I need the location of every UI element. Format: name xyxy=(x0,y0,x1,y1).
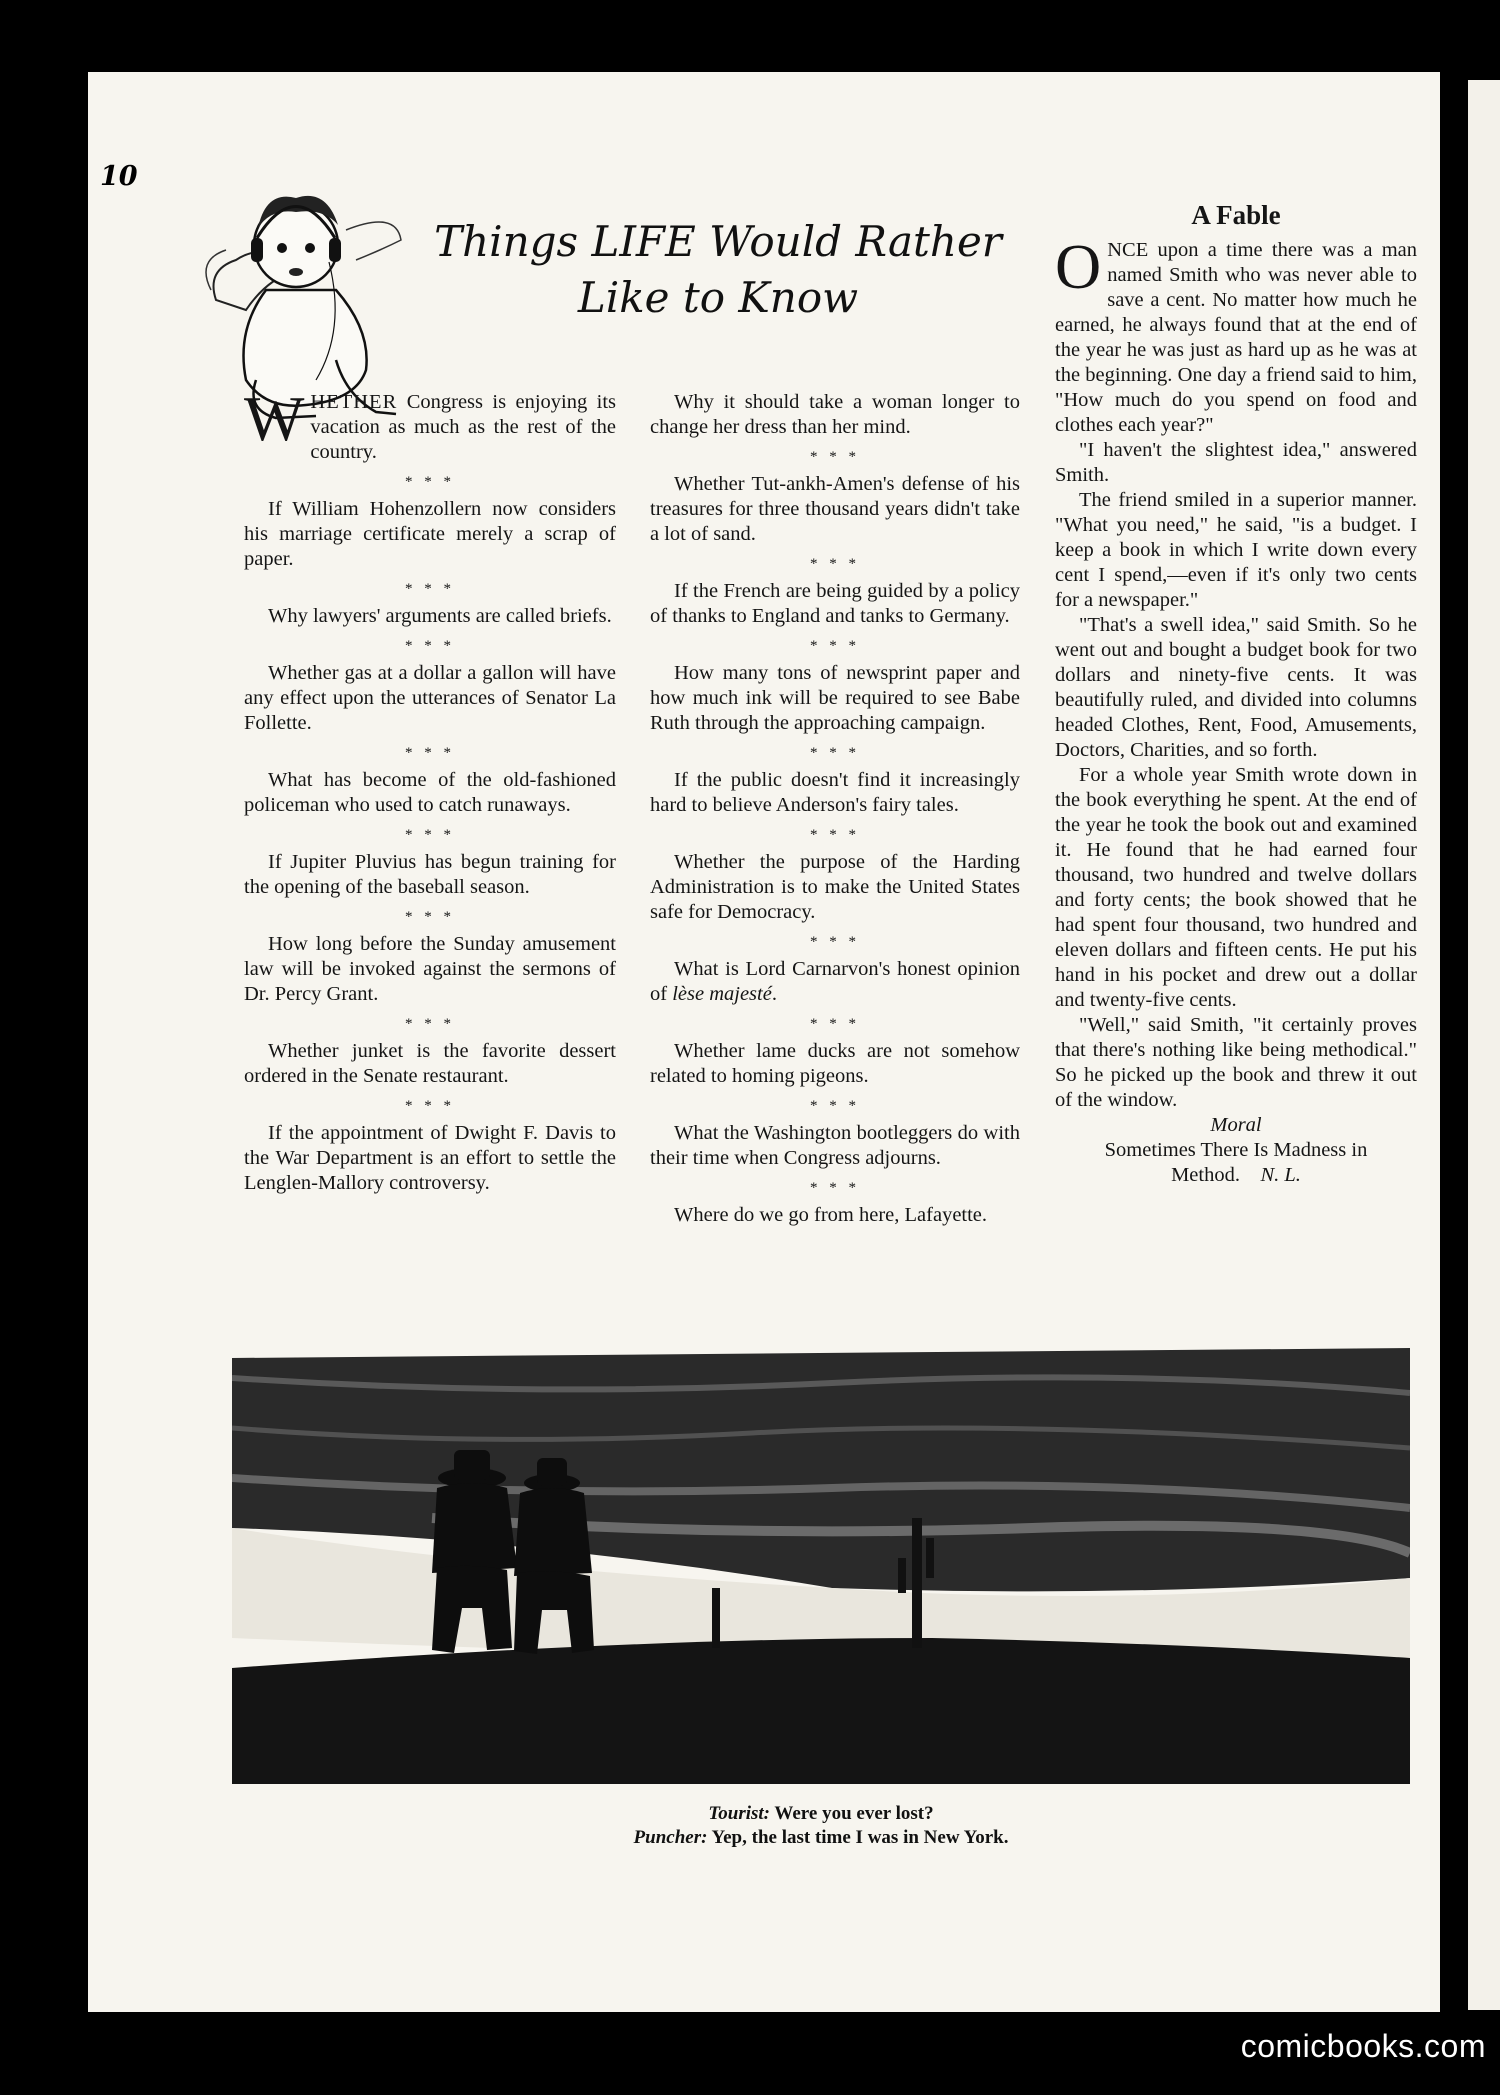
fable-paragraph xyxy=(1055,231,1418,438)
separator: * * * xyxy=(810,827,860,843)
fable-paragraph: "That's a swell idea," said Smith. So he went out and bought a budget book for two dollars and ninety-five cents. It was beautifully ruled, and divided into columns headed Clothes, Rent, Food, Amusements, Doctors, Charities, and so forth. xyxy=(1055,614,1417,761)
separator: * * * xyxy=(405,474,455,490)
speaker-tourist: Tourist: xyxy=(708,1803,770,1824)
signature: N. L. xyxy=(1260,1164,1301,1186)
separator: * * * xyxy=(810,556,860,572)
list-item: What the Washington bootleggers do with their time when Congress adjourns. xyxy=(650,1122,1020,1169)
fable-paragraph: For a whole year Smith wrote down in the book everything he spent. At the end of the year he took the book out and examined it. He found that he had earned four thousand, two hundred and twelve dollars and forty cents; the book showed that he had spent four thousand, two hundred and eleven dollars and fifteen cents. He put his hand in his pocket and drew out a dollar and twenty-five cents. xyxy=(1055,764,1417,1011)
list-item: What has become of the old-fashioned policeman who used to catch runaways. xyxy=(244,769,616,816)
page-number: 10 xyxy=(100,161,138,192)
separator: * * * xyxy=(810,934,860,950)
title-line-2: Like to Know xyxy=(577,273,859,322)
caption-line-2 xyxy=(232,1826,1410,1850)
moral-line xyxy=(1055,1138,1417,1188)
carnarvon-text: What is Lord Carnarvon's honest opinion of xyxy=(650,958,1020,1005)
lead-rest: Congress is enjoying its vacation as much as the rest of the country. xyxy=(310,391,617,463)
adjacent-page-edge xyxy=(1468,80,1500,2010)
fable-paragraph: The friend smiled in a superior manner. "What you need," he said, "is a budget. I keep a book in which I write down every cent I spend,—even if it's only two cents for a newspaper." xyxy=(1055,489,1417,611)
separator: * * * xyxy=(810,638,860,654)
fable-drop-cap: O xyxy=(1055,231,1102,302)
list-item: If the appointment of Dwight F. Davis to the War Department is an effort to settle the Lenglen-Mallory controversy. xyxy=(244,1122,616,1194)
list-item: If William Hohenzollern now considers his marriage certificate merely a scrap of paper. xyxy=(244,498,616,570)
list-item: If Jupiter Pluvius has begun training for the opening of the baseball season. xyxy=(244,851,616,898)
carnarvon-end: . xyxy=(771,983,777,1005)
fable-title: A Fable xyxy=(1191,200,1281,230)
drop-cap: W xyxy=(244,383,305,454)
list-item: Where do we go from here, Lafayette. xyxy=(674,1204,988,1226)
separator: * * * xyxy=(405,638,455,654)
moral-text: Sometimes There Is Madness in Method. xyxy=(1104,1139,1368,1186)
separator: * * * xyxy=(405,581,455,597)
fable-p1-text: upon a time there was a man named Smith who was never able to save a cent. No matter how much he earned, he always found that at the end of the year he was just as hard up as he was at the beginning. One day a friend said to him, "How much do you spend on food and clothes each year?" xyxy=(1055,239,1418,436)
list-item: Whether gas at a dollar a gallon will have any effect upon the utterances of Senator La Follette. xyxy=(244,662,616,734)
separator: * * * xyxy=(810,1016,860,1032)
lead-first-word: HETHER xyxy=(310,391,398,413)
caption-text-1: Were you ever lost? xyxy=(774,1803,934,1824)
fable-paragraph: "Well," said Smith, "it certainly proves that there's nothing like being methodical." So he picked up the book and threw it out of the window. xyxy=(1055,1014,1417,1111)
column-1 xyxy=(244,383,617,1196)
illustration-caption xyxy=(232,1802,1410,1850)
column-2 xyxy=(650,390,1020,1228)
list-item: Whether junket is the favorite dessert ordered in the Senate restaurant. xyxy=(244,1040,616,1087)
list-item: Why lawyers' arguments are called briefs. xyxy=(268,605,612,627)
list-item: If the French are being guided by a policy of thanks to England and tanks to Germany. xyxy=(650,580,1020,627)
separator: * * * xyxy=(405,1098,455,1114)
separator: * * * xyxy=(405,745,455,761)
fable-first-word: NCE xyxy=(1107,239,1149,261)
list-item: Whether the purpose of the Harding Administration is to make the United States safe for Democracy. xyxy=(650,851,1020,923)
separator: * * * xyxy=(405,827,455,843)
caption-line-1 xyxy=(232,1802,1410,1826)
desert-riders-illustration xyxy=(232,1338,1410,1784)
list-item: How many tons of newsprint paper and how much ink will be required to see Babe Ruth through the approaching campaign. xyxy=(650,662,1020,734)
carnarvon-italic: lèse majesté xyxy=(672,983,772,1005)
article-title xyxy=(408,214,1028,326)
separator: * * * xyxy=(405,909,455,925)
separator: * * * xyxy=(810,1180,860,1196)
separator: * * * xyxy=(810,449,860,465)
speaker-puncher: Puncher: xyxy=(633,1827,708,1848)
list-item: Whether Tut-ankh-Amen's defense of his treasures for three thousand years didn't take a lot of sand. xyxy=(650,473,1020,545)
list-item: Whether lame ducks are not somehow related to homing pigeons. xyxy=(650,1040,1020,1087)
separator: * * * xyxy=(810,745,860,761)
title-line-1: Things LIFE Would Rather xyxy=(434,217,1002,266)
separator: * * * xyxy=(405,1016,455,1032)
lead-paragraph xyxy=(244,383,617,465)
list-item-carnarvon xyxy=(650,957,1020,1007)
watermark: comicbooks.com xyxy=(1240,2028,1486,2064)
list-item: How long before the Sunday amusement law will be invoked against the sermons of Dr. Percy Grant. xyxy=(244,933,616,1005)
moral-label: Moral xyxy=(1210,1114,1262,1136)
list-item: If the public doesn't find it increasingly hard to believe Anderson's fairy tales. xyxy=(650,769,1020,816)
fable-column xyxy=(1055,200,1417,1188)
list-item: Why it should take a woman longer to change her dress than her mind. xyxy=(650,391,1020,438)
separator: * * * xyxy=(810,1098,860,1114)
fable-paragraph: "I haven't the slightest idea," answered Smith. xyxy=(1055,439,1417,486)
caption-text-2: Yep, the last time I was in New York. xyxy=(711,1827,1009,1848)
